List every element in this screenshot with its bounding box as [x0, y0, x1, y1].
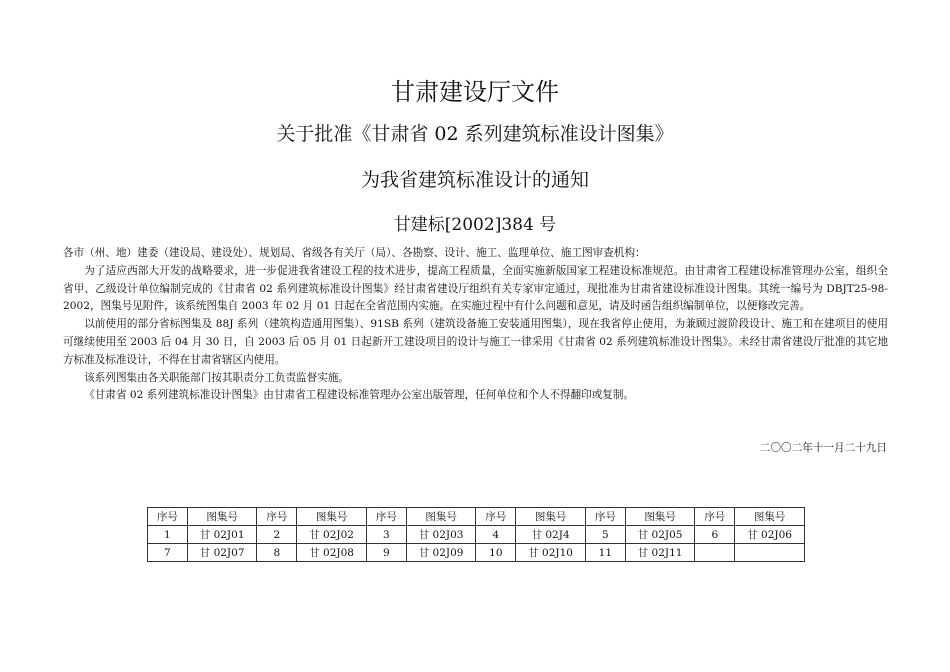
document-title: 甘肃建设厅文件: [391, 78, 559, 106]
header-cell: 图集号: [187, 508, 257, 526]
header-cell: 图集号: [625, 508, 695, 526]
subject-line-2: 为我省建筑标准设计的通知: [360, 169, 589, 191]
table-cell: 4: [476, 526, 516, 544]
subject-line-1: 关于批准《甘肃省 02 系列建筑标准设计图集》: [276, 123, 674, 145]
header-cell: 序号: [695, 508, 735, 526]
document-number: 甘建标[2002]384 号: [393, 215, 557, 235]
paragraph-2: 以前使用的部分省标图集及 88J 系列（建筑构造通用图集）、91SB 系列（建筑设备施工安装通用图集），现在我省停止使用，为兼顾过渡阶段设计、施工和在建项目的使用可继续使用至 2003 后 04 月 30 日，自 2003 后 05 月 01 日起新开工建设项目的设计与施工一律采用《甘肃省 02 系列建筑标准设计图集》。未经甘肃省建设厅批准的其它地方标准及标准设计，不得在甘肃省辖区内使用。: [63, 318, 888, 366]
table-cell: 1: [148, 526, 188, 544]
table-cell: 9: [366, 544, 406, 562]
table-cell: 3: [366, 526, 406, 544]
table-cell: 甘 02J01: [187, 526, 257, 544]
table-cell: 甘 02J06: [735, 526, 805, 544]
table-row: [148, 544, 805, 562]
paragraph-4: 《甘肃省 02 系列建筑标准设计图集》由甘肃省工程建设标准管理办公室出版管理，任何单位和个人不得翻印或复制。: [84, 389, 635, 402]
header-cell: 序号: [257, 508, 297, 526]
header-cell: 图集号: [516, 508, 586, 526]
table-cell: 7: [148, 544, 188, 562]
header-cell: 序号: [476, 508, 516, 526]
table-cell: 甘 02J11: [625, 544, 695, 562]
table-cell: [735, 544, 805, 562]
table-cell: 甘 02J02: [297, 526, 367, 544]
table-cell: [695, 544, 735, 562]
atlas-index-table: [147, 507, 805, 562]
table-cell: 甘 02J10: [516, 544, 586, 562]
document-body: [63, 245, 888, 405]
table-cell: 甘 02J07: [187, 544, 257, 562]
paragraph-3: 该系列图集由各关职能部门按其职责分工负责监督实施。: [84, 371, 350, 384]
header-cell: 序号: [585, 508, 625, 526]
table-row: [148, 526, 805, 544]
table-cell: 甘 02J08: [297, 544, 367, 562]
header-cell: 图集号: [406, 508, 476, 526]
header-cell: 序号: [148, 508, 188, 526]
table-cell: 甘 02J05: [625, 526, 695, 544]
table-cell: 2: [257, 526, 297, 544]
table-cell: 5: [585, 526, 625, 544]
table-cell: 6: [695, 526, 735, 544]
addressee: 各市（州、地）建委（建设局、建设处）、规划局、省级各有关厅（局）、各勘察、设计、施工、监理单位、施工图审查机构：: [63, 247, 646, 259]
header-cell: 图集号: [297, 508, 367, 526]
table-cell: 甘 02J4: [516, 526, 586, 544]
table-cell: 甘 02J09: [406, 544, 476, 562]
issue-date: 二〇〇二年十一月二十九日: [759, 442, 887, 454]
header-cell: 序号: [366, 508, 406, 526]
header-cell: 图集号: [735, 508, 805, 526]
paragraph-1: 为了适应西部大开发的战略要求，进一步促进我省建设工程的技术进步，提高工程质量，全面实施新版国家工程建设标准规范。由甘肃省工程建设标准管理办公室，组织全省甲、乙级设计单位编制完成的《甘肃省 02 系列建筑标准设计图集》经甘肃省建设厅组织有关专家审定通过，现批准为甘肃省建设标准设计图集。其统一编号为 DBJT25-98-2002，图集号见附件，该系统图集自 2003 年 02 月 01 日起在全省范围内实施。在实施过程中有什么问题和意见，请及时函告组织编制单位，以便修改完善。: [63, 264, 888, 313]
table-cell: 8: [257, 544, 297, 562]
table-header-row: [148, 508, 805, 526]
table-cell: 10: [476, 544, 516, 562]
table-cell: 甘 02J03: [406, 526, 476, 544]
table-cell: 11: [585, 544, 625, 562]
